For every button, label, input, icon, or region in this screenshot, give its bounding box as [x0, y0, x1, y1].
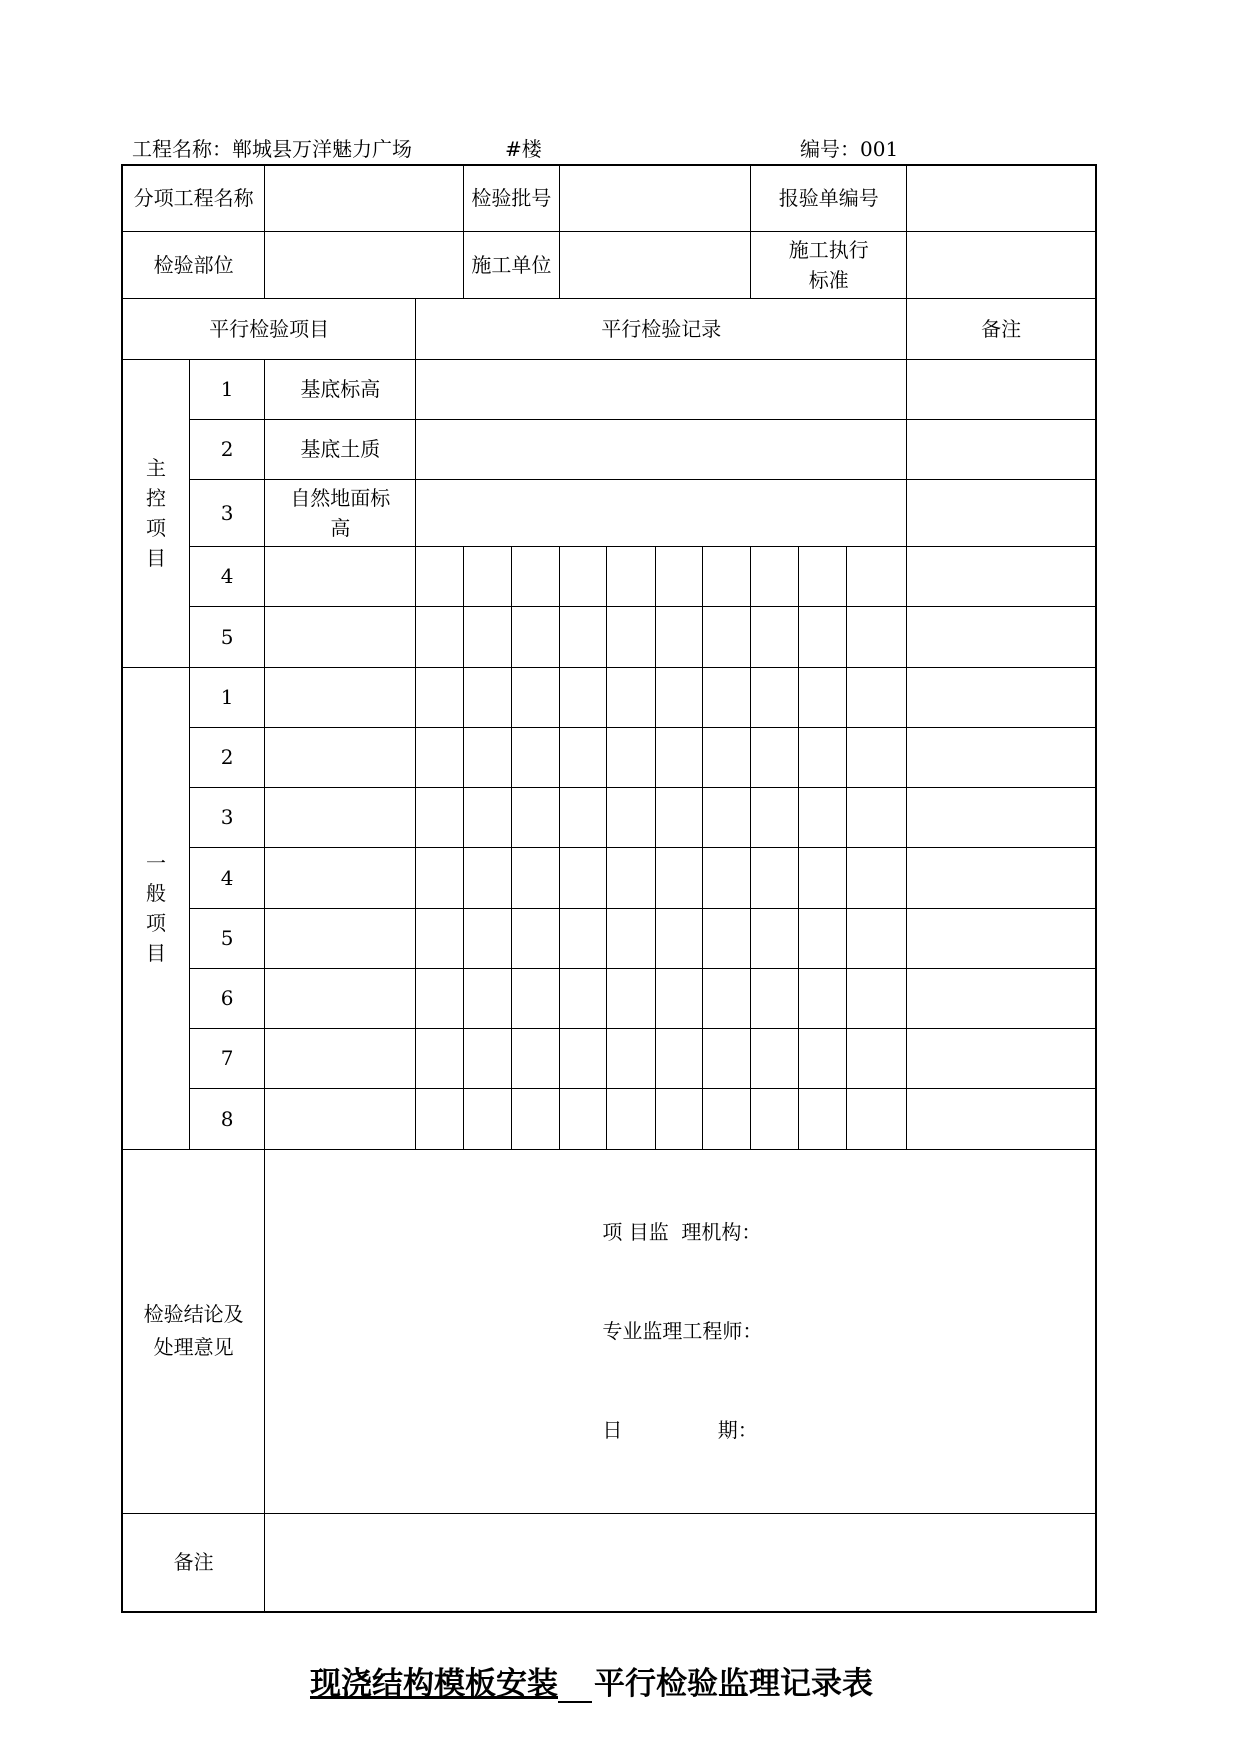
record-cell[interactable]: [416, 1028, 463, 1088]
main-item-name: 基底标高: [265, 359, 416, 419]
record-cell[interactable]: [655, 847, 702, 908]
project-name: 工程名称：郸城县万洋魅力广场: [132, 137, 412, 161]
record-cell[interactable]: [463, 968, 511, 1028]
record-cell[interactable]: [702, 606, 750, 667]
record-cell[interactable]: [751, 968, 798, 1028]
record-cell[interactable]: [416, 606, 463, 667]
supervision-org-line: 项 目监 理机构：: [602, 1219, 762, 1244]
standard-value[interactable]: [907, 231, 1096, 298]
record-cell[interactable]: [463, 908, 511, 968]
record-cell[interactable]: [607, 847, 655, 908]
record-cell[interactable]: [416, 479, 907, 546]
record-cell[interactable]: [655, 727, 702, 787]
general-item-name[interactable]: [265, 727, 416, 787]
record-cell[interactable]: [655, 546, 702, 606]
record-cell[interactable]: [416, 847, 463, 908]
main-row-4: [122, 546, 1096, 606]
record-cell[interactable]: [655, 1088, 702, 1149]
batch-no-label: 检验批号: [463, 165, 560, 231]
items-header-row: [122, 298, 1096, 359]
general-row-6: [122, 968, 1096, 1028]
record-cell[interactable]: [702, 908, 750, 968]
general-row-3: [122, 787, 1096, 847]
main-item-no: 5: [189, 606, 264, 667]
conclusion-content[interactable]: [265, 1149, 1096, 1513]
main-item-no: 2: [189, 419, 264, 479]
record-cell[interactable]: [655, 968, 702, 1028]
record-cell[interactable]: [607, 908, 655, 968]
construction-unit-label: 施工单位: [463, 231, 560, 298]
record-cell[interactable]: [416, 546, 463, 606]
record-cell[interactable]: [463, 787, 511, 847]
record-cell[interactable]: [463, 546, 511, 606]
remark-cell[interactable]: [907, 847, 1096, 908]
record-cell[interactable]: [702, 787, 750, 847]
main-item-name: [265, 479, 416, 546]
record-cell[interactable]: [846, 667, 906, 727]
record-cell[interactable]: [463, 1088, 511, 1149]
main-row-2: [122, 419, 1096, 479]
general-item-no: 5: [189, 908, 264, 968]
general-label: [122, 667, 189, 1149]
main-item-name[interactable]: [265, 606, 416, 667]
record-cell[interactable]: [560, 847, 607, 908]
record-cell[interactable]: [798, 1028, 846, 1088]
record-cell[interactable]: [798, 1088, 846, 1149]
main-row-5: [122, 606, 1096, 667]
form-number: 编号：001: [800, 137, 899, 161]
items-header: 平行检验项目: [122, 298, 416, 359]
record-cell[interactable]: [560, 1028, 607, 1088]
standard-label-text: 施工执行标准: [788, 237, 869, 292]
main-item-no: 1: [189, 359, 264, 419]
record-cell[interactable]: [607, 968, 655, 1028]
date-line: 日 期：: [602, 1417, 758, 1442]
main-item-no: 4: [189, 546, 264, 606]
record-cell[interactable]: [560, 727, 607, 787]
main-item-name: 基底土质: [265, 419, 416, 479]
record-cell[interactable]: [607, 667, 655, 727]
document-title: [310, 1658, 873, 1703]
record-cell[interactable]: [798, 727, 846, 787]
remarks-content[interactable]: [265, 1513, 1096, 1612]
main-item-name-text: 自然地面标高: [290, 485, 391, 540]
report-no-label: [751, 165, 907, 231]
record-cell[interactable]: [511, 546, 559, 606]
record-cell[interactable]: [560, 606, 607, 667]
remark-cell[interactable]: [907, 546, 1096, 606]
general-row-1: [122, 667, 1096, 727]
general-item-no: 1: [189, 667, 264, 727]
remark-cell[interactable]: [907, 1088, 1096, 1149]
remarks-row: [122, 1513, 1096, 1612]
record-cell[interactable]: [798, 968, 846, 1028]
record-cell[interactable]: [511, 908, 559, 968]
record-cell[interactable]: [607, 727, 655, 787]
records-header: 平行检验记录: [416, 298, 907, 359]
record-cell[interactable]: [416, 1088, 463, 1149]
record-cell[interactable]: [607, 1028, 655, 1088]
remarks-label: 备注: [122, 1513, 265, 1612]
general-row-4: [122, 847, 1096, 908]
remarks-header: 备注: [907, 298, 1096, 359]
general-row-5: [122, 908, 1096, 968]
general-row-8: [122, 1088, 1096, 1149]
signature-block: [602, 1150, 762, 1513]
record-cell[interactable]: [702, 1088, 750, 1149]
general-item-name[interactable]: [265, 908, 416, 968]
location-label: 检验部位: [122, 231, 265, 298]
remark-cell[interactable]: [907, 667, 1096, 727]
record-cell[interactable]: [751, 908, 798, 968]
remark-cell[interactable]: [907, 727, 1096, 787]
record-cell[interactable]: [751, 727, 798, 787]
record-cell[interactable]: [655, 787, 702, 847]
location-value[interactable]: [265, 231, 463, 298]
record-cell[interactable]: [416, 727, 463, 787]
record-cell[interactable]: [798, 606, 846, 667]
record-cell[interactable]: [511, 968, 559, 1028]
general-item-name[interactable]: [265, 847, 416, 908]
main-control-label-text: 主控项目: [145, 456, 166, 570]
record-cell[interactable]: [702, 727, 750, 787]
batch-no-value[interactable]: [560, 165, 751, 231]
record-cell[interactable]: [463, 606, 511, 667]
record-cell[interactable]: [702, 1028, 750, 1088]
record-cell[interactable]: [463, 667, 511, 727]
conclusion-label: [122, 1149, 265, 1513]
record-cell[interactable]: [846, 1028, 906, 1088]
record-cell[interactable]: [416, 908, 463, 968]
title-blank: [558, 1671, 592, 1703]
record-cell[interactable]: [751, 667, 798, 727]
record-cell[interactable]: [846, 1088, 906, 1149]
record-cell[interactable]: [511, 606, 559, 667]
general-item-no: 4: [189, 847, 264, 908]
record-cell[interactable]: [511, 847, 559, 908]
record-cell[interactable]: [416, 667, 463, 727]
remark-cell[interactable]: [907, 1028, 1096, 1088]
general-item-no: 2: [189, 727, 264, 787]
info-row-2: [122, 231, 1096, 298]
record-cell[interactable]: [846, 546, 906, 606]
record-cell[interactable]: [655, 667, 702, 727]
record-cell[interactable]: [511, 667, 559, 727]
record-cell[interactable]: [751, 606, 798, 667]
record-cell[interactable]: [560, 908, 607, 968]
report-no-value[interactable]: [907, 165, 1096, 231]
record-cell[interactable]: [463, 727, 511, 787]
general-row-7: [122, 1028, 1096, 1088]
record-cell[interactable]: [560, 667, 607, 727]
general-item-no: 8: [189, 1088, 264, 1149]
record-cell[interactable]: [560, 1088, 607, 1149]
record-cell[interactable]: [560, 546, 607, 606]
inspection-table: [121, 164, 1097, 1613]
record-cell[interactable]: [751, 847, 798, 908]
record-cell[interactable]: [846, 847, 906, 908]
general-item-name[interactable]: [265, 968, 416, 1028]
record-cell[interactable]: [655, 1028, 702, 1088]
remark-cell[interactable]: [907, 968, 1096, 1028]
record-cell[interactable]: [751, 787, 798, 847]
general-item-name[interactable]: [265, 787, 416, 847]
main-item-name[interactable]: [265, 546, 416, 606]
record-cell[interactable]: [511, 1028, 559, 1088]
record-cell[interactable]: [702, 968, 750, 1028]
main-row-3: [122, 479, 1096, 546]
record-cell[interactable]: [416, 359, 907, 419]
record-cell[interactable]: [702, 847, 750, 908]
record-cell[interactable]: [511, 1088, 559, 1149]
general-item-no: 7: [189, 1028, 264, 1088]
record-cell[interactable]: [560, 968, 607, 1028]
general-item-no: 3: [189, 787, 264, 847]
main-control-label: [122, 359, 189, 667]
record-cell[interactable]: [702, 667, 750, 727]
general-label-text: 一般项目: [145, 851, 166, 965]
record-cell[interactable]: [751, 1088, 798, 1149]
general-item-name[interactable]: [265, 1088, 416, 1149]
remark-cell[interactable]: [907, 479, 1096, 546]
record-cell[interactable]: [607, 546, 655, 606]
record-cell[interactable]: [416, 419, 907, 479]
record-cell[interactable]: [846, 908, 906, 968]
sub-project-value[interactable]: [265, 165, 463, 231]
supervision-engineer-line: 专业监理工程师：: [602, 1318, 763, 1343]
standard-label: [751, 231, 907, 298]
record-cell[interactable]: [511, 787, 559, 847]
building-no: #楼: [505, 137, 542, 161]
record-cell[interactable]: [702, 546, 750, 606]
record-cell[interactable]: [798, 787, 846, 847]
remark-cell[interactable]: [907, 419, 1096, 479]
record-cell[interactable]: [798, 546, 846, 606]
record-cell[interactable]: [607, 1088, 655, 1149]
record-cell[interactable]: [511, 727, 559, 787]
sub-project-label: 分项工程名称: [122, 165, 265, 231]
general-item-name[interactable]: [265, 1028, 416, 1088]
record-cell[interactable]: [751, 1028, 798, 1088]
record-cell[interactable]: [655, 606, 702, 667]
main-row-1: [122, 359, 1096, 419]
record-cell[interactable]: [751, 546, 798, 606]
conclusion-row: [122, 1149, 1096, 1513]
record-cell[interactable]: [463, 1028, 511, 1088]
record-cell[interactable]: [798, 667, 846, 727]
record-cell[interactable]: [846, 787, 906, 847]
remark-cell[interactable]: [907, 359, 1096, 419]
record-cell[interactable]: [416, 787, 463, 847]
record-cell[interactable]: [798, 908, 846, 968]
record-cell[interactable]: [463, 847, 511, 908]
record-cell[interactable]: [607, 787, 655, 847]
record-cell[interactable]: [798, 847, 846, 908]
main-item-no: 3: [189, 479, 264, 546]
info-row-1: [122, 165, 1096, 231]
general-item-no: 6: [189, 968, 264, 1028]
construction-unit-value[interactable]: [560, 231, 751, 298]
record-cell[interactable]: [655, 908, 702, 968]
title-part-2: 平行检验监理记录表: [594, 1666, 873, 1702]
remark-cell[interactable]: [907, 606, 1096, 667]
remark-cell[interactable]: [907, 787, 1096, 847]
record-cell[interactable]: [560, 787, 607, 847]
record-cell[interactable]: [846, 968, 906, 1028]
remark-cell[interactable]: [907, 908, 1096, 968]
record-cell[interactable]: [607, 606, 655, 667]
report-no-label-text: 报验单编号: [778, 186, 879, 211]
conclusion-label-text: 检验结论及处理意见: [143, 1302, 244, 1359]
title-part-1: 现浇结构模板安装: [310, 1666, 558, 1702]
record-cell[interactable]: [846, 727, 906, 787]
general-row-2: [122, 727, 1096, 787]
record-cell[interactable]: [846, 606, 906, 667]
record-cell[interactable]: [416, 968, 463, 1028]
general-item-name[interactable]: [265, 667, 416, 727]
